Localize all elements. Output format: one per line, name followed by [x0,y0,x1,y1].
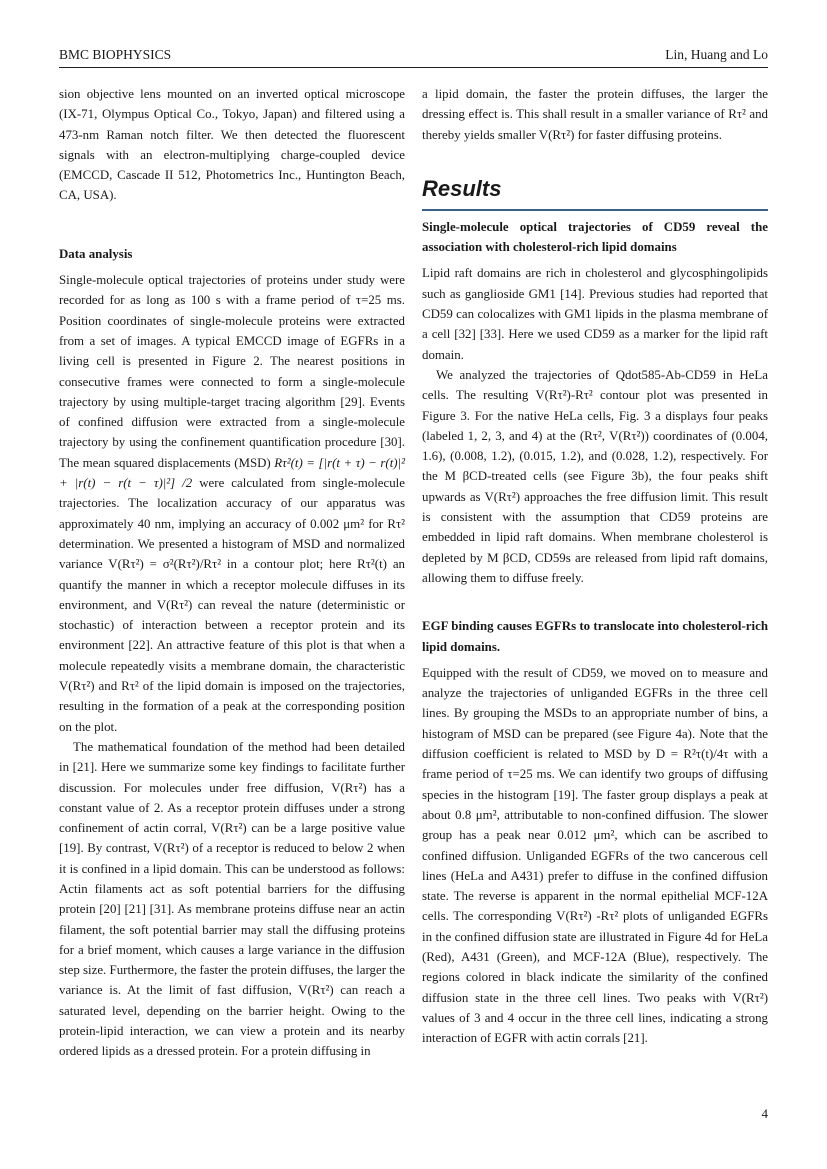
authors: Lin, Huang and Lo [665,47,768,62]
right-column [422,84,768,1048]
subheading-data-analysis: Data analysis [59,246,133,261]
section-title-results: Results [422,175,768,211]
left-column [59,84,405,1062]
subheading-cd59: Single-molecule optical trajectories of CD59 reveal the association with cholesterol-rich lipid domains [422,219,768,255]
journal-name: BMC BIOPHYSICS [59,47,172,62]
subheading-egf-binding: EGF binding causes EGFRs to translocate into cholesterol-rich lipid domains. [422,619,768,654]
msd-formula: Rτ²(t) = [|r(t + τ) − r(t)|² + |r(t) − r(t − τ)|²] /2 [59,455,405,491]
paragraph-lipid-raft: Lipid raft domains are rich in cholesterol and glycosphingolipids such as ganglioside GM1 [14]. Previous studies had reported that CD59 can colocalizes with GM1 lipids in the plasma membrane of a cell [32] [33]. Here we used CD59 as a marker for the lipid raft domain. [422,266,768,362]
paragraph-data-analysis-start: Single-molecule optical trajectories of proteins under study were recorded for as long as 100 s with a frame period of τ=25 ms. Position coordinates of single-molecule proteins were extracted from a set of images. A typical EMCCD image of EGFRs in a living cell is presented in Figure 2. The nearest positions in consecutive frames were connected to form a single-molecule trajectory by using multiple-target tracing algorithm [29]. Events of confined diffusion were extracted from a single-molecule trajectory by using the confinement quantification procedure [30]. The mean squared displacements (MSD) [59,273,405,470]
paragraph-dressing-effect: a lipid domain, the faster the protein diffuses, the larger the dressing effect is. This shall result in a smaller variance of Rτ² and thereby yields smaller V(Rτ²) for faster diffusing proteins. [422,87,768,142]
page-number: 4 [761,1106,768,1121]
running-header [59,47,768,68]
paragraph-data-analysis [59,270,405,737]
paragraph-methods-continued: sion objective lens mounted on an inverted optical microscope (IX-71, Olympus Optical Co., Tokyo, Japan) and filtered using a 473-nm Raman notch filter. We then detected the fluorescent signals with an electron-multiplying charge-coupled device (EMCCD, Cascade II 512, Photometrics Inc., Huntington Beach, CA, USA). [59,87,405,203]
paragraph-data-analysis-end: were calculated from single-molecule trajectories. The localization accuracy of our apparatus was approximately 40 nm, implying an accuracy of 0.002 μm² for Rτ² determination. We presented a histogram of MSD and normalized variance V(Rτ²) = σ²(Rτ²)/Rτ² in a contour plot; here Rτ²(t) an quantify the manner in which a receptor molecule diffuses in its environment, and V(Rτ²) can reveal the nature (deterministic or stochastic) of interaction between a receptor protein and its environment [22]. An attractive feature of this plot is that when a molecule repeatedly visits a membrane domain, the characteristic V(Rτ²) and Rτ² of the lipid domain is imposed on the trajectories, resulting in the formation of a peak at the corresponding position on the plot. [59,476,405,734]
paragraph-mathematical-foundation: The mathematical foundation of the method had been detailed in [21]. Here we summarize some key findings to facilitate further discussion. For molecules under free diffusion, V(Rτ²) has a constant value of 2. As a receptor protein diffuses under a strong confinement of actin corral, V(Rτ²) can be a large positive value [19]. By contrast, V(Rτ²) of a receptor is reduced to below 2 when it is confined in a lipid domain. This can be understood as follows: Actin filaments act as soft potential barriers for the diffusing protein [20] [21] [31]. As membrane proteins diffuse near an actin filament, the soft potential barrier may stall the diffusing proteins for a brief moment, which causes a large variance in the diffusion step size. Furthermore, the faster the protein diffuses, the larger the variance is. At the limit of fast diffusion, V(Rτ²) can reach a saturated level, depending on the barrier height. Owing to the protein-lipid interaction, we can view a protein and its nearby ordered lipids as a dressed protein. For a protein diffusing in [59,739,405,1059]
paragraph-cd59-analysis: We analyzed the trajectories of Qdot585-Ab-CD59 in HeLa cells. The resulting V(Rτ²)-Rτ² contour plot was presented in Figure 3. For the native HeLa cells, Fig. 3 a displays four peaks (labeled 1, 2, 3, and 4) at the (Rτ², V(Rτ²)) coordinates of (0.004, 1.6), (0.008, 1.2), (0.015, 1.2), and (0.028, 1.2), respectively. For the M βCD-treated cells (see Figure 3b), the four peaks shift upwards as V(Rτ²) approaches the free diffusion limit. This result is consistent with the assumption that CD59 proteins are embedded in lipid raft domains. When membrane cholesterol is depleted by M βCD, CD59s are released from lipid raft domains, allowing them to diffuse freely. [422,367,768,585]
paragraph-egfr-trajectories: Equipped with the result of CD59, we moved on to measure and analyze the trajectories of unliganded EGFRs in the three cell lines. By grouping the MSDs to an appropriate number of bins, a histogram of MSD can be prepared (see Figure 4a). Note that the diffusion coefficient is related to MSD by D = R²τ(t)/4τ with a frame period of τ=25 ms. We can identify two groups of diffusing species in the histogram [19]. The faster group displays a peak at about 0.8 μm², attributable to non-confined diffusion. The slower group has a peak near 0.012 μm², which can be ascribed to confined diffusion. Unliganded EGFRs of the two cancerous cell lines (HeLa and A431) prefer to diffuse in the confined diffusion state. The reverse is apparent in the normal epithelial MCF-12A cells. The corresponding V(Rτ²) -Rτ² plots of unliganded EGFRs in the confined diffusion state are illustrated in Figure 4d for HeLa (Red), A431 (Green), and MCF-12A (Blue), respectively. The regions colored in black indicate the similarity of the confined diffusion state in the three cell lines. Two peaks with V(Rτ²) values of 3 and 4 occur in the three cell lines, indicating a strong interaction of EGFR with actin corrals [21]. [422,665,768,1046]
